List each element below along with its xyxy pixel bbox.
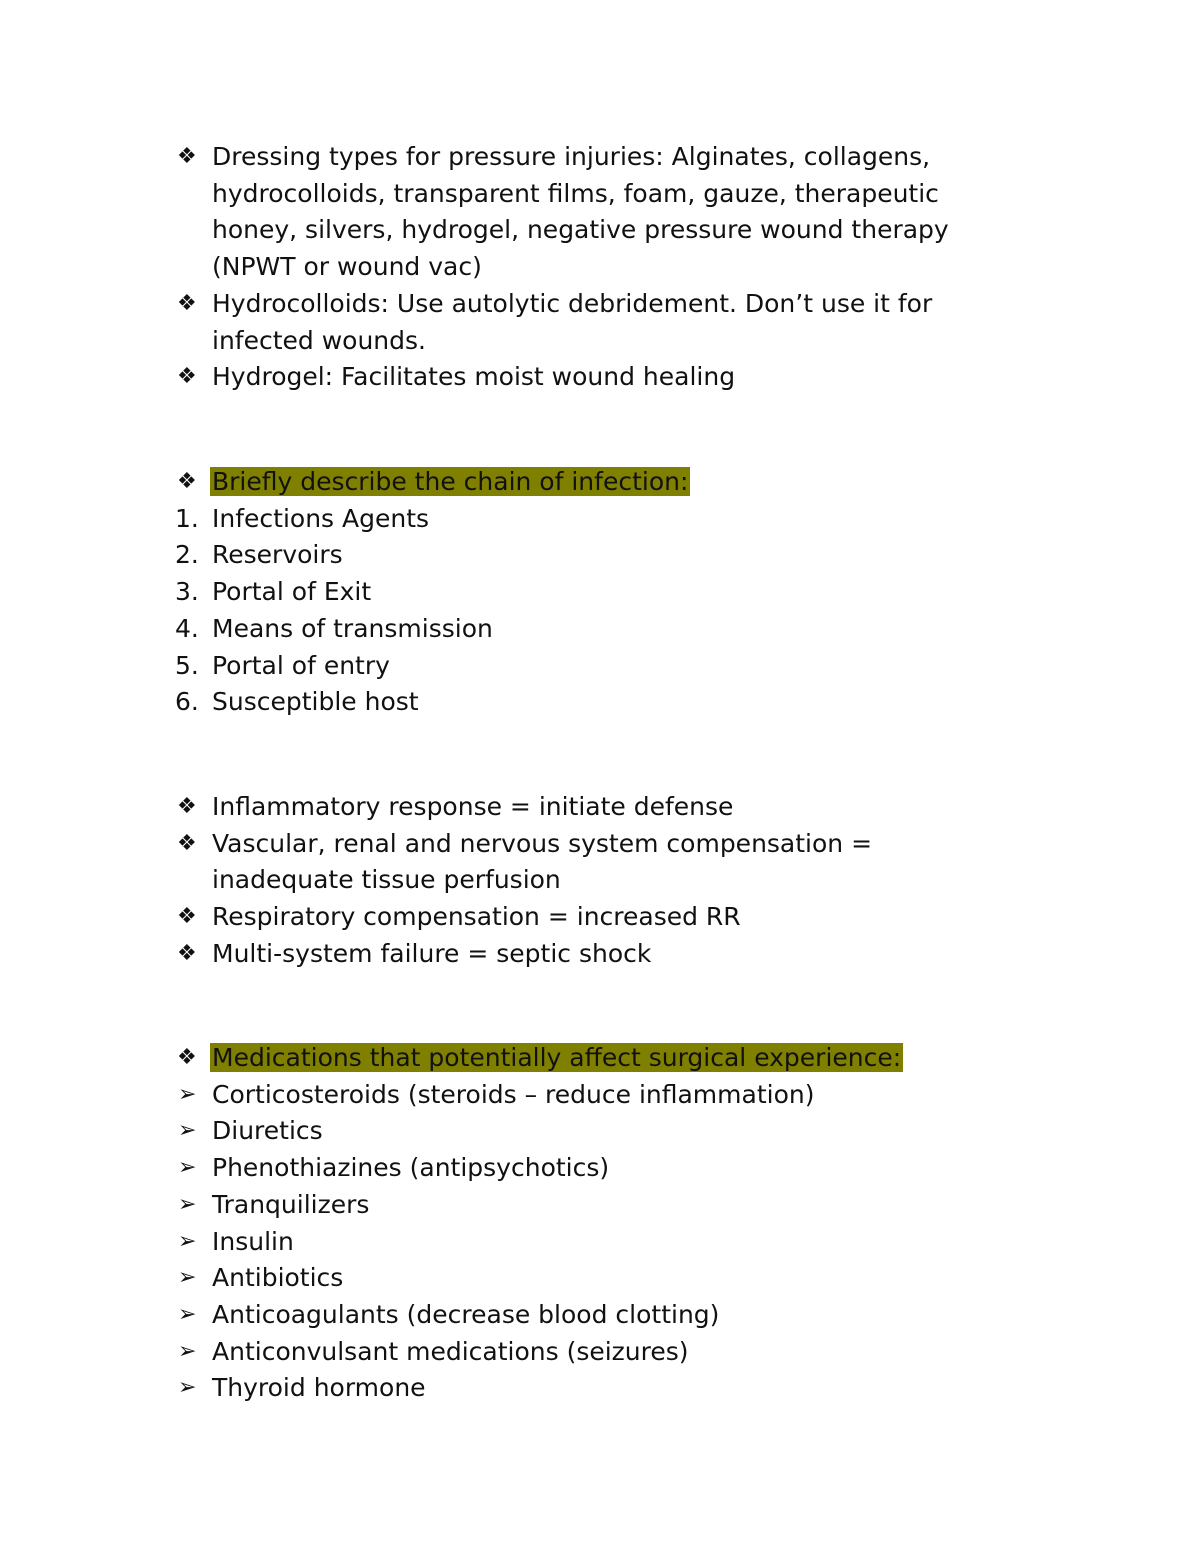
item-text: Corticosteroids (steroids – reduce inflammation) <box>212 1079 815 1109</box>
numbered-item <box>175 537 1055 574</box>
medications-section <box>175 1040 1055 1407</box>
numbered-item <box>175 684 1055 721</box>
item-text-line: Dressing types for pressure injuries: Alginates, collagens, <box>212 142 931 171</box>
item-text: Susceptible host <box>212 687 419 717</box>
numbered-item <box>175 574 1055 611</box>
item-text: Phenothiazines (antipsychotics) <box>212 1153 610 1183</box>
item-text: Thyroid hormone <box>212 1373 426 1403</box>
item-text-line: Inflammatory response = initiate defense <box>212 792 734 821</box>
item-text: Insulin <box>212 1226 294 1256</box>
numbered-item <box>175 611 1055 648</box>
numbered-item <box>175 648 1055 685</box>
arrow-bullet-icon: ➢ <box>178 1301 197 1327</box>
list-item <box>175 936 1055 973</box>
diamond-bullet-icon: ❖ <box>177 144 197 169</box>
item-text-line: inadequate tissue perfusion <box>212 865 561 895</box>
diamond-bullet-icon: ❖ <box>177 290 197 316</box>
item-text-line: Multi-system failure = septic shock <box>212 938 652 968</box>
item-number: 5. <box>175 650 199 680</box>
list-item <box>175 1187 1055 1224</box>
arrow-bullet-icon: ➢ <box>178 1338 197 1364</box>
list-item <box>175 1297 1055 1334</box>
list-item <box>175 1077 1055 1114</box>
item-text: Anticonvulsant medications (seizures) <box>212 1336 689 1366</box>
item-number: 4. <box>175 613 199 643</box>
item-text: Tranquilizers <box>212 1189 370 1219</box>
highlighted-heading-text: Medications that potentially affect surgical experience: <box>212 1043 902 1072</box>
item-text-line: (NPWT or wound vac) <box>212 252 482 282</box>
item-number: 6. <box>175 687 199 717</box>
item-text: Reservoirs <box>212 540 343 570</box>
highlighted-heading-text: Briefly describe the chain of infection: <box>212 467 689 496</box>
item-text: Infections Agents <box>212 503 430 533</box>
list-item <box>175 139 1055 286</box>
item-text: Anticoagulants (decrease blood clotting) <box>212 1299 720 1329</box>
item-text-line: hydrocolloids, transparent films, foam, gauze, therapeutic <box>212 178 939 208</box>
list-item <box>175 826 1055 899</box>
arrow-bullet-icon: ➢ <box>178 1228 197 1254</box>
arrow-bullet-icon: ➢ <box>178 1265 197 1291</box>
list-item <box>175 1150 1055 1187</box>
item-text: Antibiotics <box>212 1263 344 1293</box>
item-text-line: Hydrocolloids: Use autolytic debridement. Don’t use it for <box>212 288 933 318</box>
item-text-line: Hydrogel: Facilitates moist wound healing <box>212 362 736 392</box>
arrow-bullet-icon: ➢ <box>178 1155 197 1181</box>
dressing-notes-section <box>175 139 1055 396</box>
diamond-bullet-icon: ❖ <box>177 940 197 966</box>
diamond-bullet-icon: ❖ <box>177 794 197 819</box>
item-number: 2. <box>175 540 199 570</box>
arrow-bullet-icon: ➢ <box>178 1081 197 1107</box>
list-item <box>175 359 1055 396</box>
diamond-bullet-icon: ❖ <box>177 1045 197 1070</box>
sepsis-progression-section <box>175 789 1055 973</box>
item-text-line: Respiratory compensation = increased RR <box>212 902 741 932</box>
list-item <box>175 1113 1055 1150</box>
list-item <box>175 1260 1055 1297</box>
diamond-bullet-icon: ❖ <box>177 364 197 390</box>
section-heading <box>175 1040 1055 1077</box>
chain-of-infection-section <box>175 464 1055 721</box>
list-item <box>175 286 1055 359</box>
list-item <box>175 1224 1055 1261</box>
item-text: Diuretics <box>212 1116 323 1146</box>
item-number: 3. <box>175 577 199 607</box>
item-number: 1. <box>175 503 199 533</box>
arrow-bullet-icon: ➢ <box>178 1191 197 1217</box>
item-text: Means of transmission <box>212 613 493 643</box>
item-text: Portal of Exit <box>212 577 372 607</box>
section-heading <box>175 464 1055 501</box>
list-item <box>175 899 1055 936</box>
item-text: Portal of entry <box>212 650 390 680</box>
list-item <box>175 1370 1055 1407</box>
diamond-bullet-icon: ❖ <box>177 469 197 494</box>
diamond-bullet-icon: ❖ <box>177 830 197 856</box>
arrow-bullet-icon: ➢ <box>178 1375 197 1401</box>
list-item <box>175 1334 1055 1371</box>
item-text-line: honey, silvers, hydrogel, negative pressure wound therapy <box>212 215 949 245</box>
numbered-item <box>175 501 1055 538</box>
diamond-bullet-icon: ❖ <box>177 904 197 930</box>
list-item <box>175 789 1055 826</box>
item-text-line: infected wounds. <box>212 325 426 355</box>
item-text-line: Vascular, renal and nervous system compensation = <box>212 828 873 858</box>
arrow-bullet-icon: ➢ <box>178 1118 197 1144</box>
